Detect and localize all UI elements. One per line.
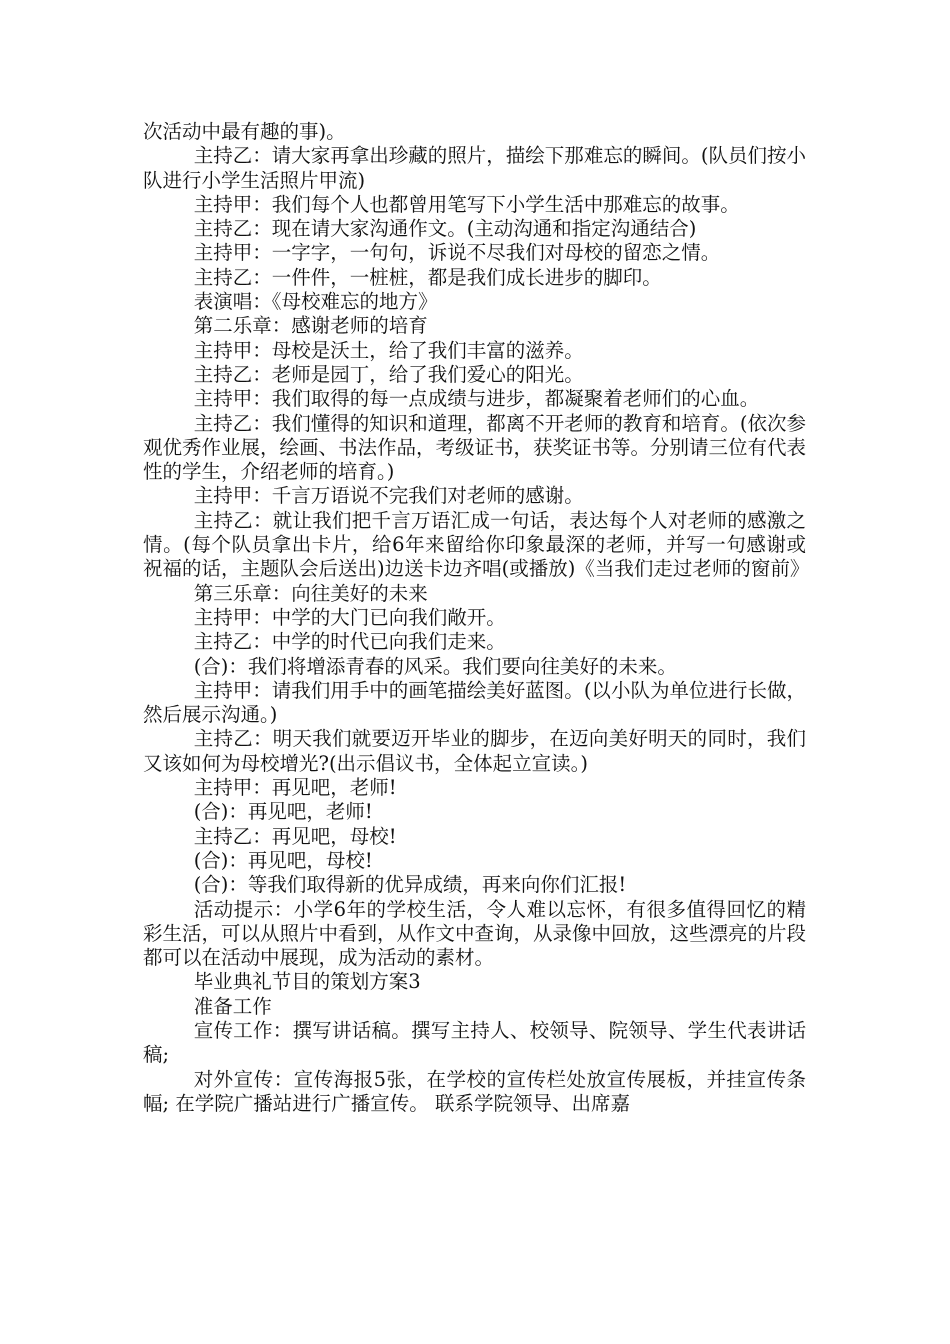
paragraph: 主持乙：我们懂得的知识和道理，都离不开老师的教育和培育。(依次参观优秀作业展，绘画、书法作品，考级证书，获奖证书等。分别请三位有代表性的学生，介绍老师的培育。) (143, 411, 807, 484)
paragraph: 主持甲：千言万语说不完我们对老师的感谢。 (193, 484, 584, 508)
section-heading: 准备工作 (193, 994, 272, 1018)
paragraph: 主持乙：就让我们把千言万语汇成一句话，表达每个人对老师的感激之情。(每个队员拿出卡片，给6年来留给你印象最深的老师，并写一句感谢或祝福的话，主题队会后送出)边送卡边齐唱(或播放)《当我们走过老师的窗前》 (143, 508, 810, 581)
paragraph: (合)：等我们取得新的优异成绩，再来向你们汇报! (193, 873, 627, 897)
paragraph: 对外宣传：宣传海报5张，在学校的宣传栏处放宣传展板，并挂宣传条幅; 在学院广播站进行广播宣传。 联系学院领导、出席嘉 (143, 1067, 806, 1115)
paragraph: 主持甲：母校是沃土，给了我们丰富的滋养。 (193, 338, 584, 362)
paragraph: 主持乙：现在请大家沟通作文。(主动沟通和指定沟通结合) (193, 217, 697, 241)
paragraph: 活动提示：小学6年的学校生活，令人难以忘怀，有很多值得回忆的精彩生活，可以从照片中看到，从作文中查询，从录像中回放，这些漂亮的片段都可以在活动中展现，成为活动的素材。 (143, 897, 807, 970)
paragraph: 主持乙：再见吧，母校! (193, 824, 397, 848)
document-body (143, 120, 810, 1116)
paragraph: 主持甲：我们每个人也都曾用笔写下小学生活中那难忘的故事。 (193, 192, 740, 216)
section-heading: 第二乐章：感谢老师的培育 (193, 314, 428, 338)
paragraph: 主持乙：一件件，一桩桩，都是我们成长进步的脚印。 (193, 265, 662, 289)
paragraph: 次活动中最有趣的事)。 (143, 120, 346, 143)
paragraph: 主持甲：请我们用手中的画笔描绘美好蓝图。(以小队为单位进行长做，然后展示沟通。) (143, 678, 806, 727)
paragraph: 主持甲：一字字，一句句，诉说不尽我们对母校的留恋之情。 (193, 241, 721, 265)
paragraph: 主持甲：再见吧，老师! (193, 776, 397, 800)
paragraph: 主持乙：请大家再拿出珍藏的照片，描绘下那难忘的瞬间。(队员们按小队进行小学生活照片甲流) (143, 144, 806, 192)
paragraph: 主持乙：明天我们就要迈开毕业的脚步，在迈向美好明天的同时，我们又该如何为母校增光?(出示倡议书，全体起立宣读。) (143, 727, 806, 775)
paragraph: 主持乙：老师是园丁，给了我们爱心的阳光。 (193, 362, 584, 386)
paragraph: 主持甲：中学的大门已向我们敞开。 (193, 605, 506, 629)
paragraph: (合)：再见吧，老师! (193, 800, 373, 824)
paragraph: 主持乙：中学的时代已向我们走来。 (193, 630, 506, 654)
paragraph: 主持甲：我们取得的每一点成绩与进步，都凝聚着老师们的心血。 (193, 387, 760, 411)
paragraph: 宣传工作：撰写讲话稿。撰写主持人、校领导、院领导、学生代表讲话稿; (143, 1018, 806, 1067)
paragraph: (合)：我们将增添青春的风采。我们要向往美好的未来。 (193, 654, 677, 678)
section-heading: 第三乐章：向往美好的未来 (193, 581, 428, 605)
paragraph: 表演唱：《母校难忘的地方》 (193, 290, 438, 314)
section-heading: 毕业典礼节目的策划方案3 (193, 970, 421, 994)
paragraph: (合)：再见吧，母校! (193, 848, 373, 872)
